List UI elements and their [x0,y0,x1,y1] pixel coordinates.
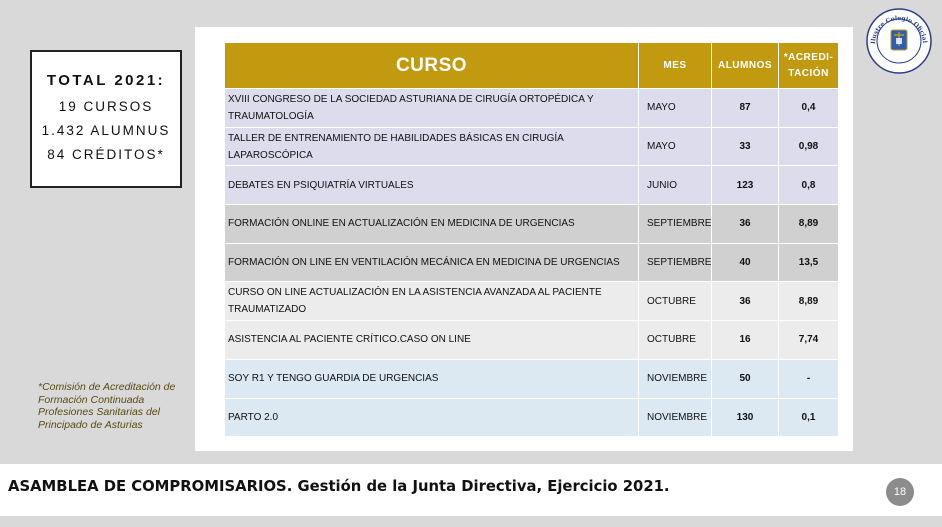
cell-mes: OCTUBRE [639,282,712,321]
cell-acreditacion: 13,5 [779,243,839,282]
cell-acreditacion: - [779,359,839,398]
table-row [225,205,839,244]
cell-alumnos: 36 [712,205,779,244]
cell-curso: SOY R1 Y TENGO GUARDIA DE URGENCIAS [225,359,639,398]
header-mes: MES [639,43,712,89]
table-row [225,127,839,166]
table-row [225,243,839,282]
total-creditos: 84 CRÉDITOS* [47,146,165,162]
cell-curso: XVIII CONGRESO DE LA SOCIEDAD ASTURIANA DE CIRUGÍA ORTOPÉDICA Y TRAUMATOLOGÍA [225,89,639,128]
cell-alumnos: 36 [712,282,779,321]
cell-alumnos: 40 [712,243,779,282]
cell-mes: MAYO [639,89,712,128]
cell-curso: PARTO 2.0 [225,398,639,437]
page-number: 18 [886,478,914,506]
table-row [225,89,839,128]
cell-acreditacion: 8,89 [779,282,839,321]
cell-curso: CURSO ON LINE ACTUALIZACIÓN EN LA ASISTENCIA AVANZADA AL PACIENTE TRAUMATIZADO [225,282,639,321]
header-alumnos: ALUMNOS [712,43,779,89]
cell-acreditacion: 0,98 [779,127,839,166]
courses-table [224,42,839,437]
cell-mes: MAYO [639,127,712,166]
cell-acreditacion: 7,74 [779,321,839,360]
total-title: TOTAL 2021: [46,71,166,89]
cell-mes: NOVIEMBRE [639,398,712,437]
table-row [225,359,839,398]
header-acreditacion-line1: *ACREDI- [783,51,834,63]
header-acreditacion-line2: TACIÓN [788,67,829,79]
cell-alumnos: 16 [712,321,779,360]
college-seal-icon [866,8,932,74]
cell-curso: FORMACIÓN ON LINE EN VENTILACIÓN MECÁNICA EN MEDICINA DE URGENCIAS [225,243,639,282]
table-row [225,321,839,360]
cell-mes: JUNIO [639,166,712,205]
header-acreditacion [779,43,839,89]
accreditation-footnote: *Comisión de Acreditación de Formación Continuada Profesiones Sanitarias del Principado de Asturias [38,381,176,431]
cell-alumnos: 50 [712,359,779,398]
total-alumnos: 1.432 ALUMNUS [41,122,171,138]
cell-curso: FORMACIÓN ONLINE EN ACTUALIZACIÓN EN MEDICINA DE URGENCIAS [225,205,639,244]
total-cursos: 19 CURSOS [58,98,154,114]
cell-mes: SEPTIEMBRE [639,205,712,244]
cell-acreditacion: 0,8 [779,166,839,205]
cell-curso: TALLER DE ENTRENAMIENTO DE HABILIDADES BÁSICAS EN CIRUGÍA LAPAROSCÓPICA [225,127,639,166]
cell-curso: ASISTENCIA AL PACIENTE CRÍTICO.CASO ON LINE [225,321,639,360]
table-header-row [225,43,839,89]
cell-acreditacion: 0,1 [779,398,839,437]
cell-acreditacion: 8,89 [779,205,839,244]
cell-alumnos: 123 [712,166,779,205]
cell-alumnos: 87 [712,89,779,128]
cell-alumnos: 130 [712,398,779,437]
footer-title: ASAMBLEA DE COMPROMISARIOS. Gestión de la Junta Directiva, Ejercicio 2021. [8,478,670,495]
cell-mes: SEPTIEMBRE [639,243,712,282]
total-summary-box [30,50,182,188]
seal-arc-text: Ilustre Colegio Oficial [869,14,928,45]
table-row [225,398,839,437]
cell-curso: DEBATES EN PSIQUIATRÍA VIRTUALES [225,166,639,205]
cell-acreditacion: 0,4 [779,89,839,128]
table-row [225,282,839,321]
table-row [225,166,839,205]
cell-alumnos: 33 [712,127,779,166]
cell-mes: NOVIEMBRE [639,359,712,398]
cell-mes: OCTUBRE [639,321,712,360]
header-curso: CURSO [225,43,639,89]
